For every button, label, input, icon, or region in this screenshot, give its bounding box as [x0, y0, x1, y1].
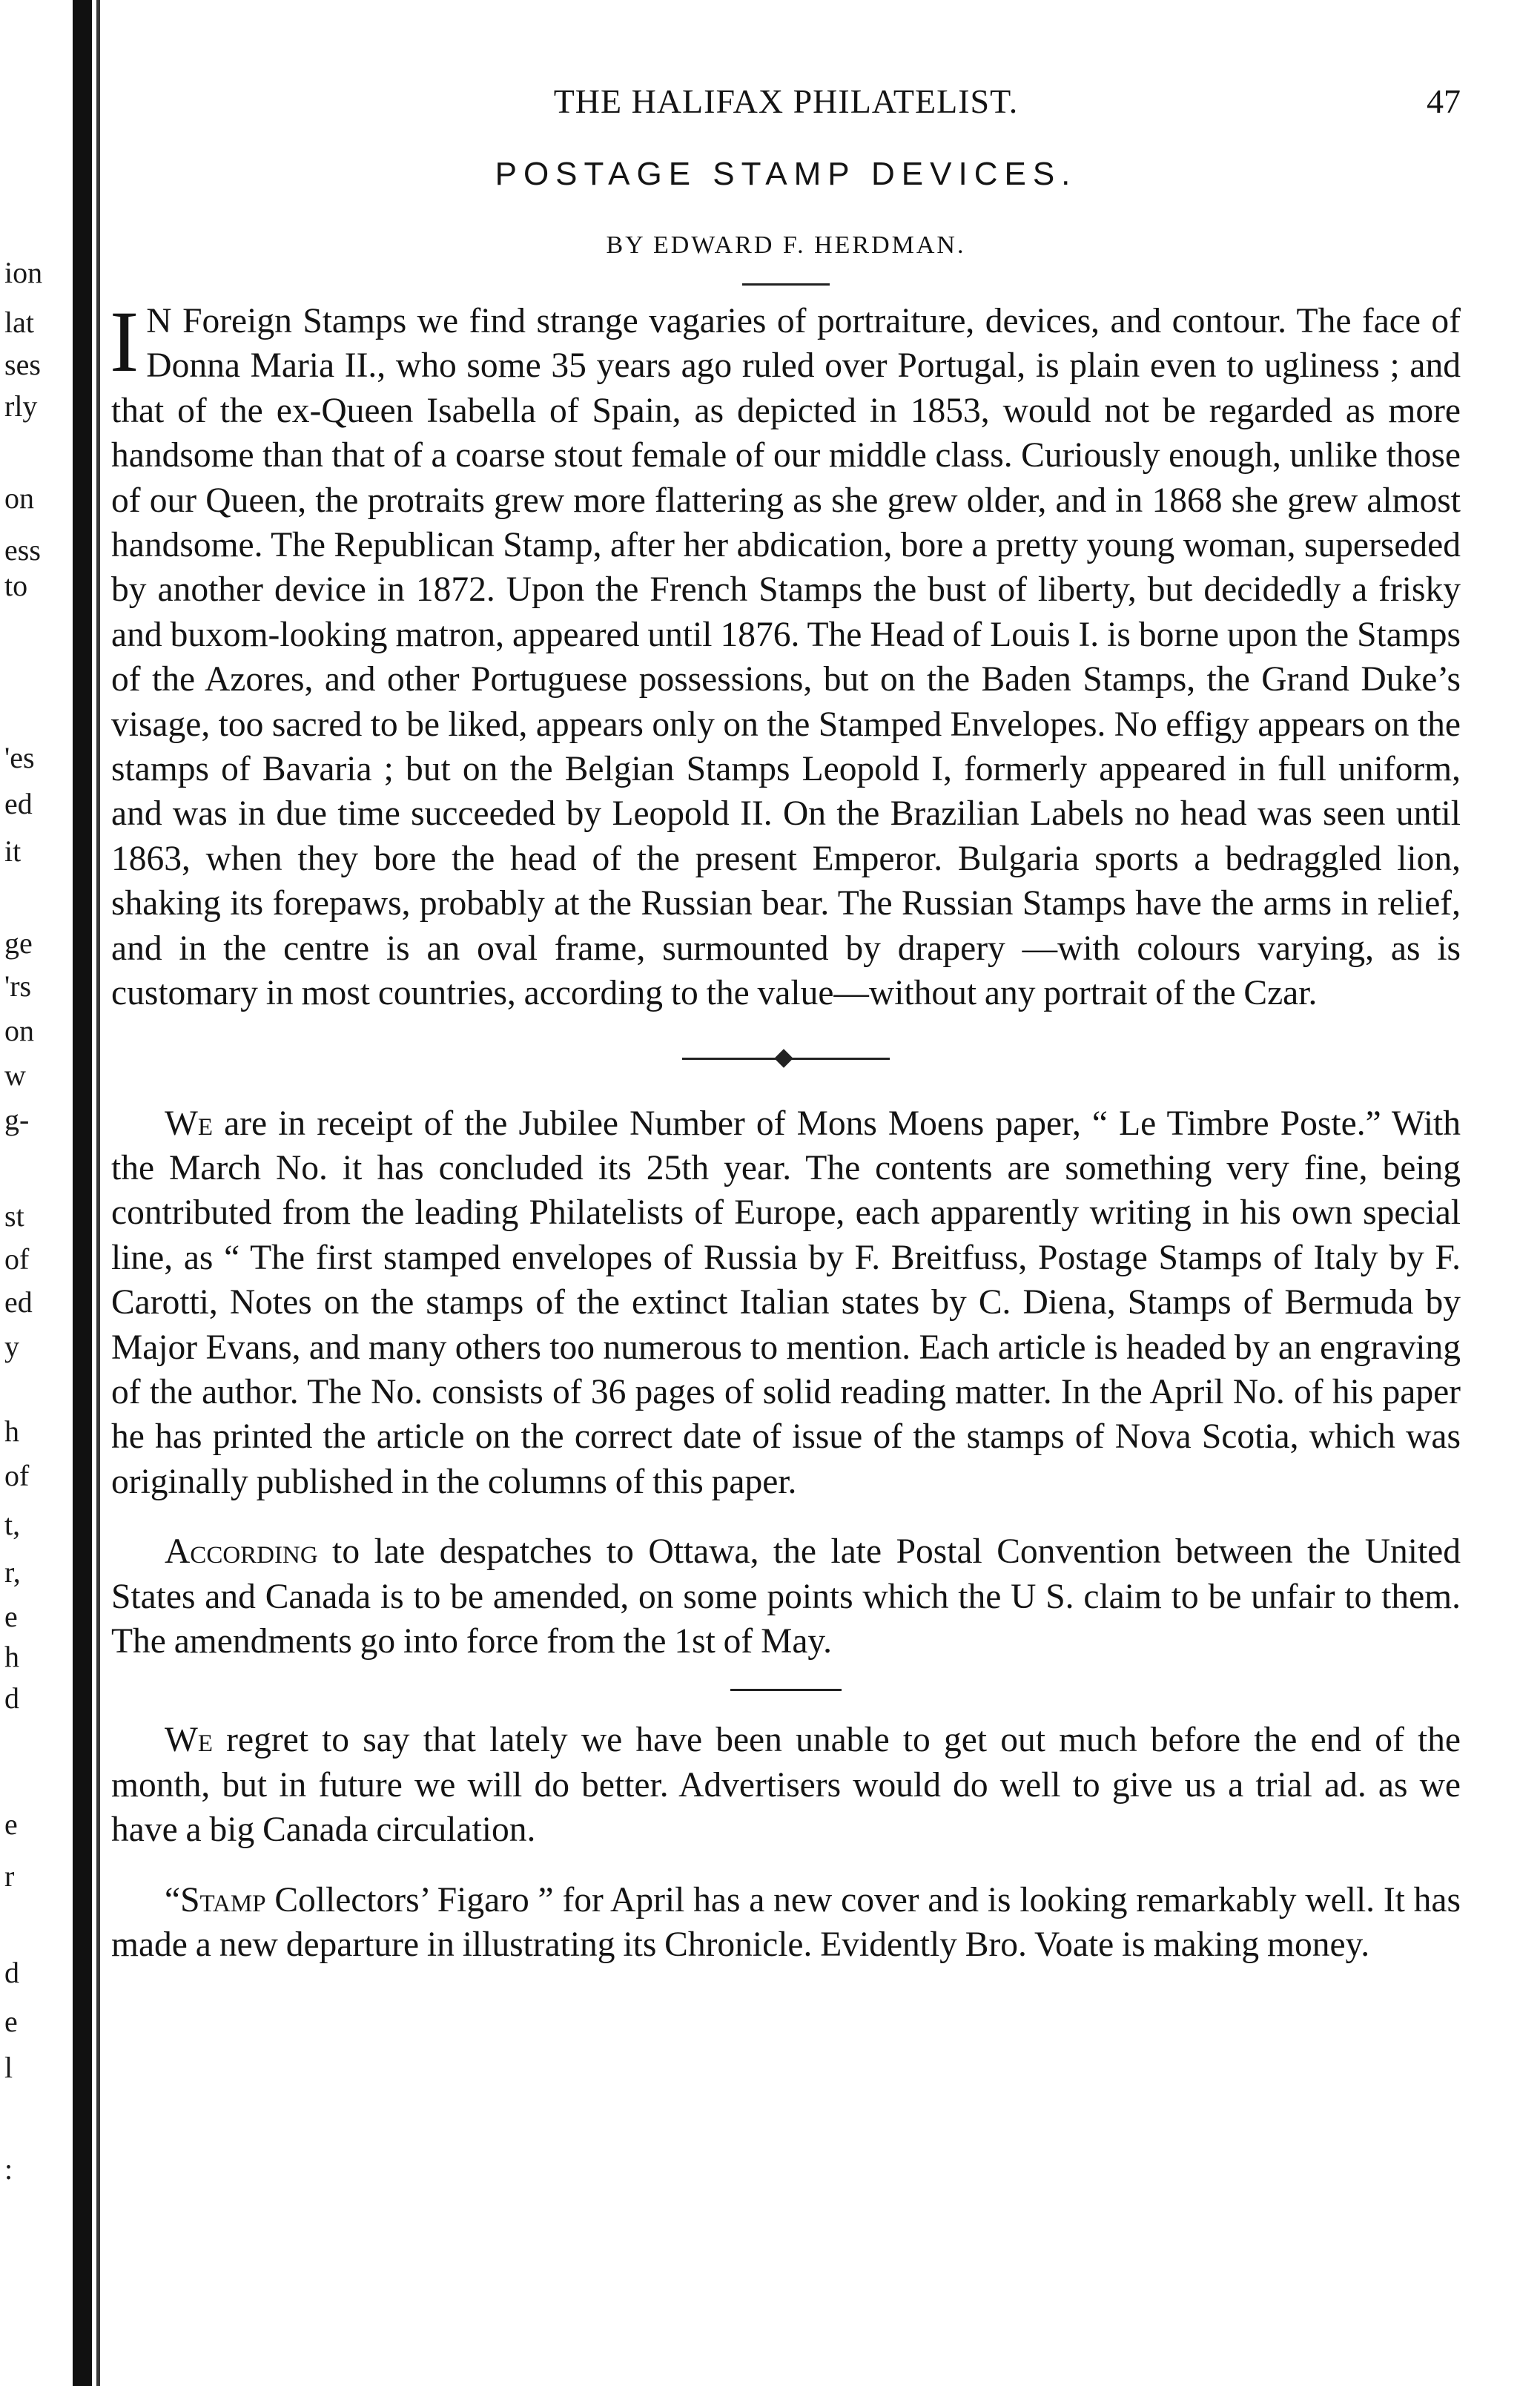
note-postal-convention	[111, 1529, 1461, 1664]
article-byline: BY EDWARD F. HERDMAN.	[606, 231, 966, 259]
note-text: are in receipt of the Jubilee Number of Mons Moens paper, “ Le Timbre Poste.” With the March No. it has concluded its 25th year. The contents are something very fine, being contributed from the leading Philatelists of Europe, each apparently writing in his own special line, as “ The first stamped envelopes of Russia by F. Breitfuss, Postage Stamps of Italy by F. Carotti, Notes on the stamps of the extinct Italian states by C. Diena, Stamps of Bermuda by Major Evans, and many others too numerous to mention. Each article is headed by an engraving of the author. The No. consists of 36 pages of solid reading matter. In the April No. of his paper he has printed the article on the correct date of issue of the stamps of Nova Scotia, which was originally published in the columns of this paper.	[111, 1104, 1461, 1501]
note-lead: We	[165, 1721, 213, 1760]
margin-fragment: w	[4, 1058, 26, 1092]
margin-fragment: g-	[4, 1103, 30, 1136]
ornament-rule	[682, 1058, 890, 1060]
note-publication-delay	[111, 1718, 1461, 1852]
margin-fragment: ed	[4, 1285, 33, 1319]
margin-fragment: l	[4, 2051, 13, 2084]
note-lead: According	[165, 1532, 318, 1572]
margin-fragment: st	[4, 1199, 24, 1233]
margin-fragment: e	[4, 1807, 18, 1841]
note-moens-jubilee	[111, 1101, 1461, 1505]
margin-fragment: it	[4, 834, 22, 868]
article-body-text: N Foreign Stamps we find strange vagaries of portraiture, devices, and contour. The face of Donna Maria II., who some 35 years ago ruled over Portugal, is plain even to ugliness ; and that of the ex-Queen Isabella of Spain, as depicted in 1853, would not be regarded as more handsome than that of a coarse stout female of our middle class. Curiously enough, unlike those of our Queen, the protraits grew more flattering as she grew older, and in 1868 she grew almost handsome. The Republican Stamp, after her abdication, bore a pretty young woman, superseded by another device in 1872. Upon the French Stamps the bust of liberty, but decidedly a frisky and buxom-looking matron, appeared until 1876. The Head of Louis I. is borne upon the Stamps of the Azores, and other Portuguese possessions, but on the Baden Stamps, the Grand Duke’s visage, too sacred to be liked, appears only on the Stamped Envelopes. No effigy appears on the stamps of Bavaria ; but on the Belgian Stamps Leopold I, formerly appeared in full uniform, and was in due time succeeded by Leopold II. On the Brazilian Labels no head was seen until 1863, when they bore the head of the present Emperor. Bulgaria sports a bedraggled lion, shaking its forepaws, probably at the Russian bear. The Russian Stamps have the arms in relief, and in the centre is an oval frame, surmounted by drapery —with colours varying, as is customary in most countries, according to the value—without any portrait of the Czar.	[111, 302, 1461, 1013]
margin-fragment: 'rs	[4, 969, 32, 1003]
section-ornament	[111, 1016, 1461, 1101]
margin-fragment: d	[4, 1681, 19, 1715]
margin-fragment: :	[4, 2152, 13, 2186]
paragraph-gap	[111, 1853, 1461, 1878]
note-text: regret to say that lately we have been unable to get out much before the end of the month, but in future we will do better. Advertisers would do well to give us a trial ad. as we have a big Canada circulation.	[111, 1721, 1461, 1850]
margin-fragment: 'es	[4, 741, 35, 774]
margin-fragment: lat	[4, 306, 34, 339]
page-number: 47	[1427, 82, 1461, 120]
margin-fragment: of	[4, 1242, 30, 1276]
margin-fragment: e	[4, 2005, 18, 2038]
note-text: to late despatches to Ottawa, the late Postal Convention between the United States and Canada is to be amended, on some points which the U S. claim to be unfair to them. The amendments go into force from the 1st of May.	[111, 1532, 1461, 1661]
margin-fragment: ion	[4, 256, 43, 289]
margin-fragment: ess	[4, 533, 41, 567]
margin-fragment: r,	[4, 1555, 21, 1589]
paragraph-gap	[111, 1504, 1461, 1529]
margin-fragment: of	[4, 1459, 30, 1492]
margin-fragment: e	[4, 1600, 18, 1633]
margin-fragment: on	[4, 1014, 34, 1047]
margin-fragment: ed	[4, 787, 33, 820]
byline-rule	[742, 283, 830, 286]
binding-shadow	[73, 0, 92, 2386]
journal-page	[111, 82, 1461, 1967]
margin-fragment: to	[4, 569, 28, 602]
note-lead: We	[165, 1104, 213, 1143]
margin-fragment: on	[4, 481, 34, 515]
margin-fragment: ge	[4, 926, 33, 960]
article-body	[110, 293, 1461, 1016]
margin-fragment: y	[4, 1330, 19, 1363]
note-text: Collectors’ Figaro ” for April has a new cover and is looking remarkably well. It has made a new departure in illustrating its Chronicle. Evidently Bro. Voate is making money.	[111, 1880, 1461, 1964]
article-title: POSTAGE STAMP DEVICES.	[495, 156, 1077, 192]
margin-fragment: t,	[4, 1508, 21, 1541]
ornament-diamond-icon	[774, 1049, 793, 1067]
margin-fragment: h	[4, 1640, 19, 1673]
binding-edge	[96, 0, 100, 2386]
margin-fragment: d	[4, 1956, 19, 1989]
margin-fragment: r	[4, 1859, 15, 1893]
note-stamp-collectors-figaro	[111, 1878, 1461, 1968]
drop-cap: I	[110, 293, 139, 390]
margin-fragment: ses	[4, 348, 41, 381]
margin-fragment: rly	[4, 389, 38, 423]
section-rule	[730, 1689, 842, 1691]
note-lead: “Stamp	[165, 1880, 266, 1919]
running-head	[111, 82, 1461, 141]
margin-fragment: h	[4, 1414, 19, 1448]
journal-title: THE HALIFAX PHILATELIST.	[553, 82, 1019, 120]
